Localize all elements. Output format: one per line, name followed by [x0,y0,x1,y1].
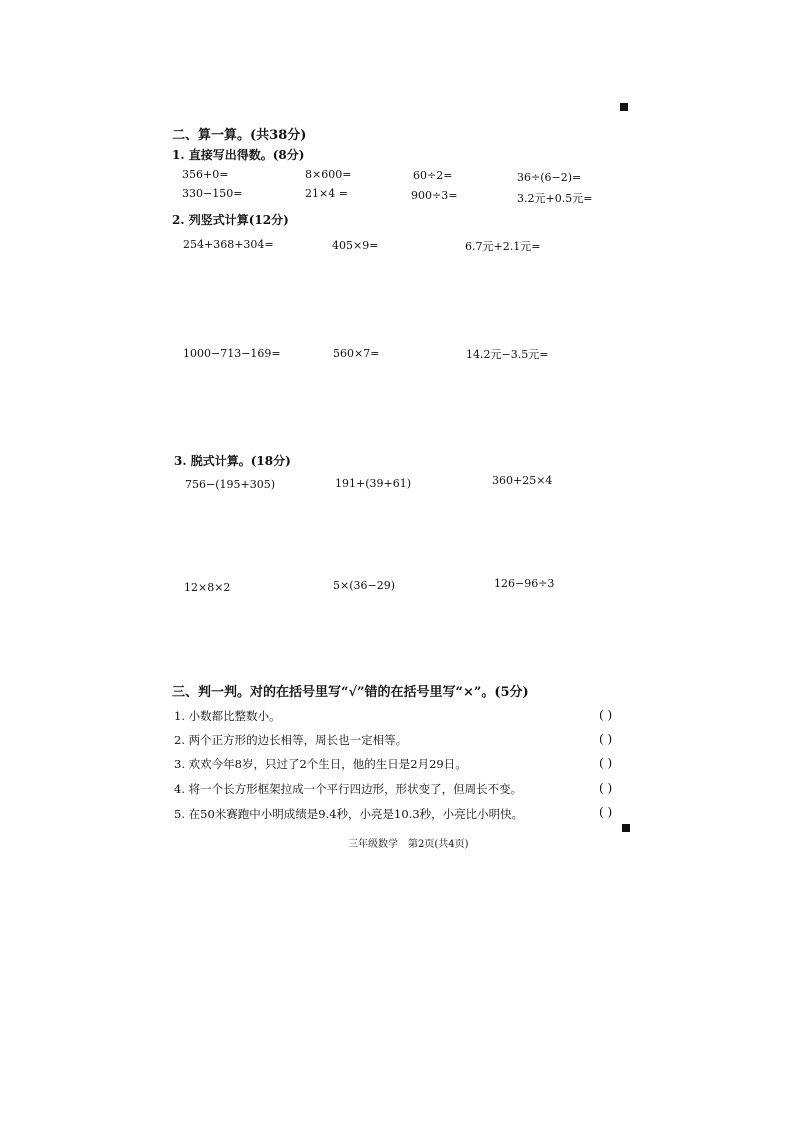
vertical-calc-item: 560×7= [333,347,380,360]
answer-parentheses[interactable]: ( ) [599,708,613,722]
answer-parentheses[interactable]: ( ) [599,781,613,795]
judge-item: 4. 将一个长方形框架拉成一个平行四边形，形状变了，但周长不变。 [174,782,523,796]
vertical-calc-item: 1000−713−169= [183,347,281,360]
registration-mark [622,824,630,832]
judge-item: 2. 两个正方形的边长相等，周长也一定相等。 [174,733,408,747]
step-calc-item: 12×8×2 [184,581,231,594]
mental-calc-item: 330−150= [182,187,243,200]
page-footer: 三年级数学 第2页(共4页) [348,839,469,850]
registration-mark [620,103,628,111]
section-2-title: 二、算一算。(共38分) [172,128,307,143]
step-calc-item: 360+25×4 [492,474,553,487]
answer-parentheses[interactable]: ( ) [599,805,613,819]
mental-calc-item: 900÷3= [411,189,458,202]
part-3-title: 3. 脱式计算。(18分) [174,454,291,468]
vertical-calc-item: 405×9= [332,239,379,252]
answer-parentheses[interactable]: ( ) [599,732,613,746]
vertical-calc-item: 14.2元−3.5元= [466,348,549,361]
judge-item: 1. 小数都比整数小。 [174,709,281,723]
mental-calc-item: 21×4 = [305,187,348,200]
part-2-title: 2. 列竖式计算(12分) [172,213,289,227]
part-1-title: 1. 直接写出得数。(8分) [172,148,305,162]
section-3-title: 三、判一判。对的在括号里写“√”错的在括号里写“×”。(5分) [172,685,529,700]
mental-calc-item: 8×600= [305,168,352,181]
step-calc-item: 756−(195+305) [185,478,276,491]
mental-calc-item: 60÷2= [413,169,453,182]
step-calc-item: 191+(39+61) [335,477,412,490]
mental-calc-item: 36÷(6−2)= [517,171,582,184]
judge-item: 5. 在50米赛跑中小明成绩是9.4秒，小亮是10.3秒，小亮比小明快。 [174,807,524,821]
step-calc-item: 126−96÷3 [494,577,555,590]
mental-calc-item: 356+0= [182,168,229,181]
answer-parentheses[interactable]: ( ) [599,756,613,770]
mental-calc-item: 3.2元+0.5元= [517,192,593,205]
vertical-calc-item: 254+368+304= [183,238,274,251]
step-calc-item: 5×(36−29) [333,579,396,592]
vertical-calc-item: 6.7元+2.1元= [465,240,541,253]
judge-item: 3. 欢欢今年8岁，只过了2个生日，他的生日是2月29日。 [174,757,467,771]
